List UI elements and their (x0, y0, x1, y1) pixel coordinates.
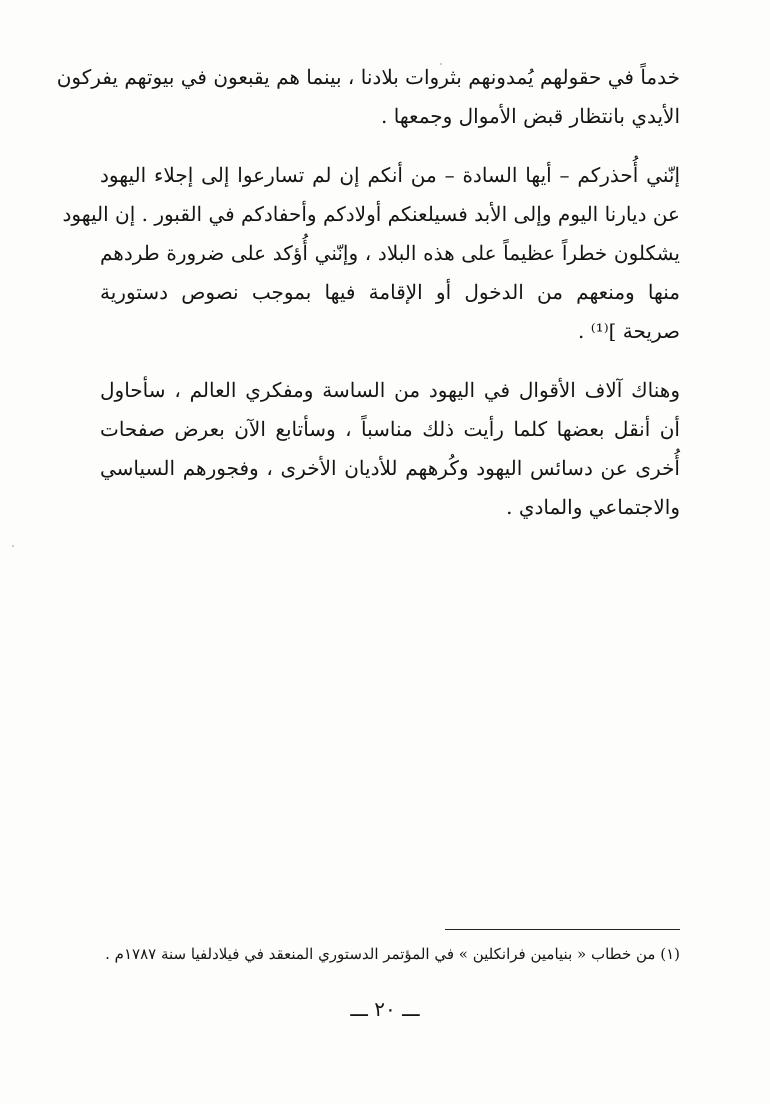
text-line: الأيدي بانتظار قبض الأموال وجمعها . (381, 104, 680, 128)
paragraph-1 (56, 58, 680, 136)
text-line: وهناك آلاف الأقوال في اليهود من الساسة ومفكري العالم ، سأحاول (100, 378, 680, 402)
text-line: عن ديارنا اليوم وإلى الأبد فسيلعنكم أولادكم وأحفادكم في القبور . إن اليهود (62, 202, 680, 226)
scan-speck (12, 545, 14, 547)
paragraph-3 (100, 371, 680, 527)
text-line: أُخرى عن دسائس اليهود وكُرههم للأديان الأخرى ، وفجورهم السياسي (100, 456, 680, 480)
text-line: إنّني أُحذركم – أيها السادة – من أنكم إن لم تسارعوا إلى إجلاء اليهود (100, 163, 680, 187)
paragraph-2 (62, 156, 680, 351)
footnote: (١) من خطاب « بنيامين فرانكلين » في المؤتمر الدستوري المنعقد في فيلادلفيا سنة ١٧٨٧م . (105, 945, 680, 963)
text-line: أن أنقل بعضها كلما رأيت ذلك مناسباً ، وسأتابع الآن بعرض صفحات (100, 417, 680, 441)
text-line: منها ومنعهم من الدخول أو الإقامة فيها بموجب نصوص دستورية (100, 280, 680, 304)
text-line: والاجتماعي والمادي . (506, 495, 680, 519)
text-line: خدماً في حقولهم يُمدونهم بثروات بلادنا ، بينما هم يقبعون في بيوتهم يفركون (56, 65, 680, 89)
text-line: يشكلون خطراً عظيماً على هذه البلاد ، وإنّني أُؤكد على ضرورة طردهم (100, 241, 680, 265)
body-text (56, 58, 680, 547)
page-number: ـــ ٢٠ ـــ (350, 997, 420, 1021)
text-line: صريحة ]⁽¹⁾ . (578, 319, 680, 343)
footnote-separator (445, 929, 680, 930)
